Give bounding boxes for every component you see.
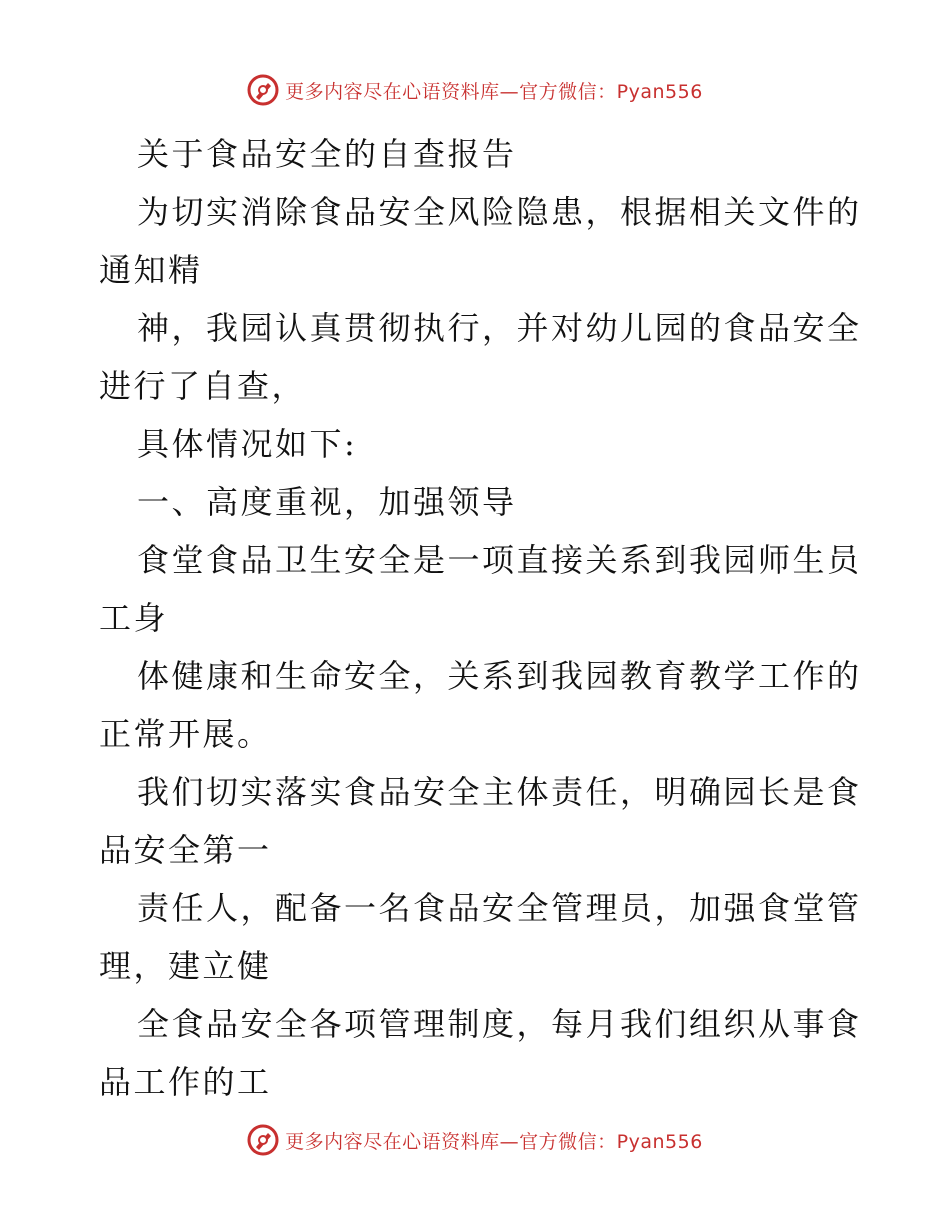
paragraph-line: 具体情况如下: <box>137 425 358 463</box>
paragraph <box>99 415 859 473</box>
paragraph <box>99 647 862 763</box>
paragraph-line: 一、高度重视，加强领导 <box>137 483 517 521</box>
paragraph <box>99 531 862 647</box>
paragraph-line: 全食品安全各项管理制度，每月我们组织从事食 <box>137 1005 862 1043</box>
header-banner-text: 更多内容尽在心语资料库—官方微信：Pyan556 <box>285 80 703 103</box>
paragraph-line: 通知精 <box>99 251 203 289</box>
paragraph <box>99 879 862 995</box>
document-title <box>99 125 859 183</box>
header-banner <box>0 70 950 110</box>
footer-banner <box>0 1120 950 1160</box>
footer-banner-text: 更多内容尽在心语资料库—官方微信：Pyan556 <box>285 1130 703 1153</box>
paragraph <box>99 473 859 531</box>
paragraph-line: 责任人，配备一名食品安全管理员，加强食堂管 <box>137 889 862 927</box>
paragraph-line: 食堂食品卫生安全是一项直接关系到我园师生员 <box>137 541 862 579</box>
paragraph-line: 我们切实落实食品安全主体责任，明确园长是食 <box>137 773 862 811</box>
paragraph-line: 进行了自查， <box>99 367 307 405</box>
paragraph <box>99 995 862 1111</box>
document-body <box>99 125 862 1111</box>
paragraph-line: 品工作的工 <box>99 1063 272 1101</box>
paragraph <box>99 299 862 415</box>
paragraph-line: 工身 <box>99 599 169 637</box>
paragraph <box>99 763 862 879</box>
paragraph-line: 体健康和生命安全，关系到我园教育教学工作的 <box>137 657 862 695</box>
paragraph <box>99 183 862 299</box>
paragraph-line: 神，我园认真贯彻执行，并对幼儿园的食品安全 <box>137 309 862 347</box>
paragraph-line: 正常开展。 <box>99 715 272 753</box>
pen-logo-icon <box>247 74 279 106</box>
paragraph-line: 关于食品安全的自查报告 <box>137 135 517 173</box>
pen-logo-icon <box>247 1124 279 1156</box>
paragraph-line: 为切实消除食品安全风险隐患，根据相关文件的 <box>137 193 862 231</box>
paragraph-line: 理，建立健 <box>99 947 272 985</box>
paragraph-line: 品安全第一 <box>99 831 272 869</box>
